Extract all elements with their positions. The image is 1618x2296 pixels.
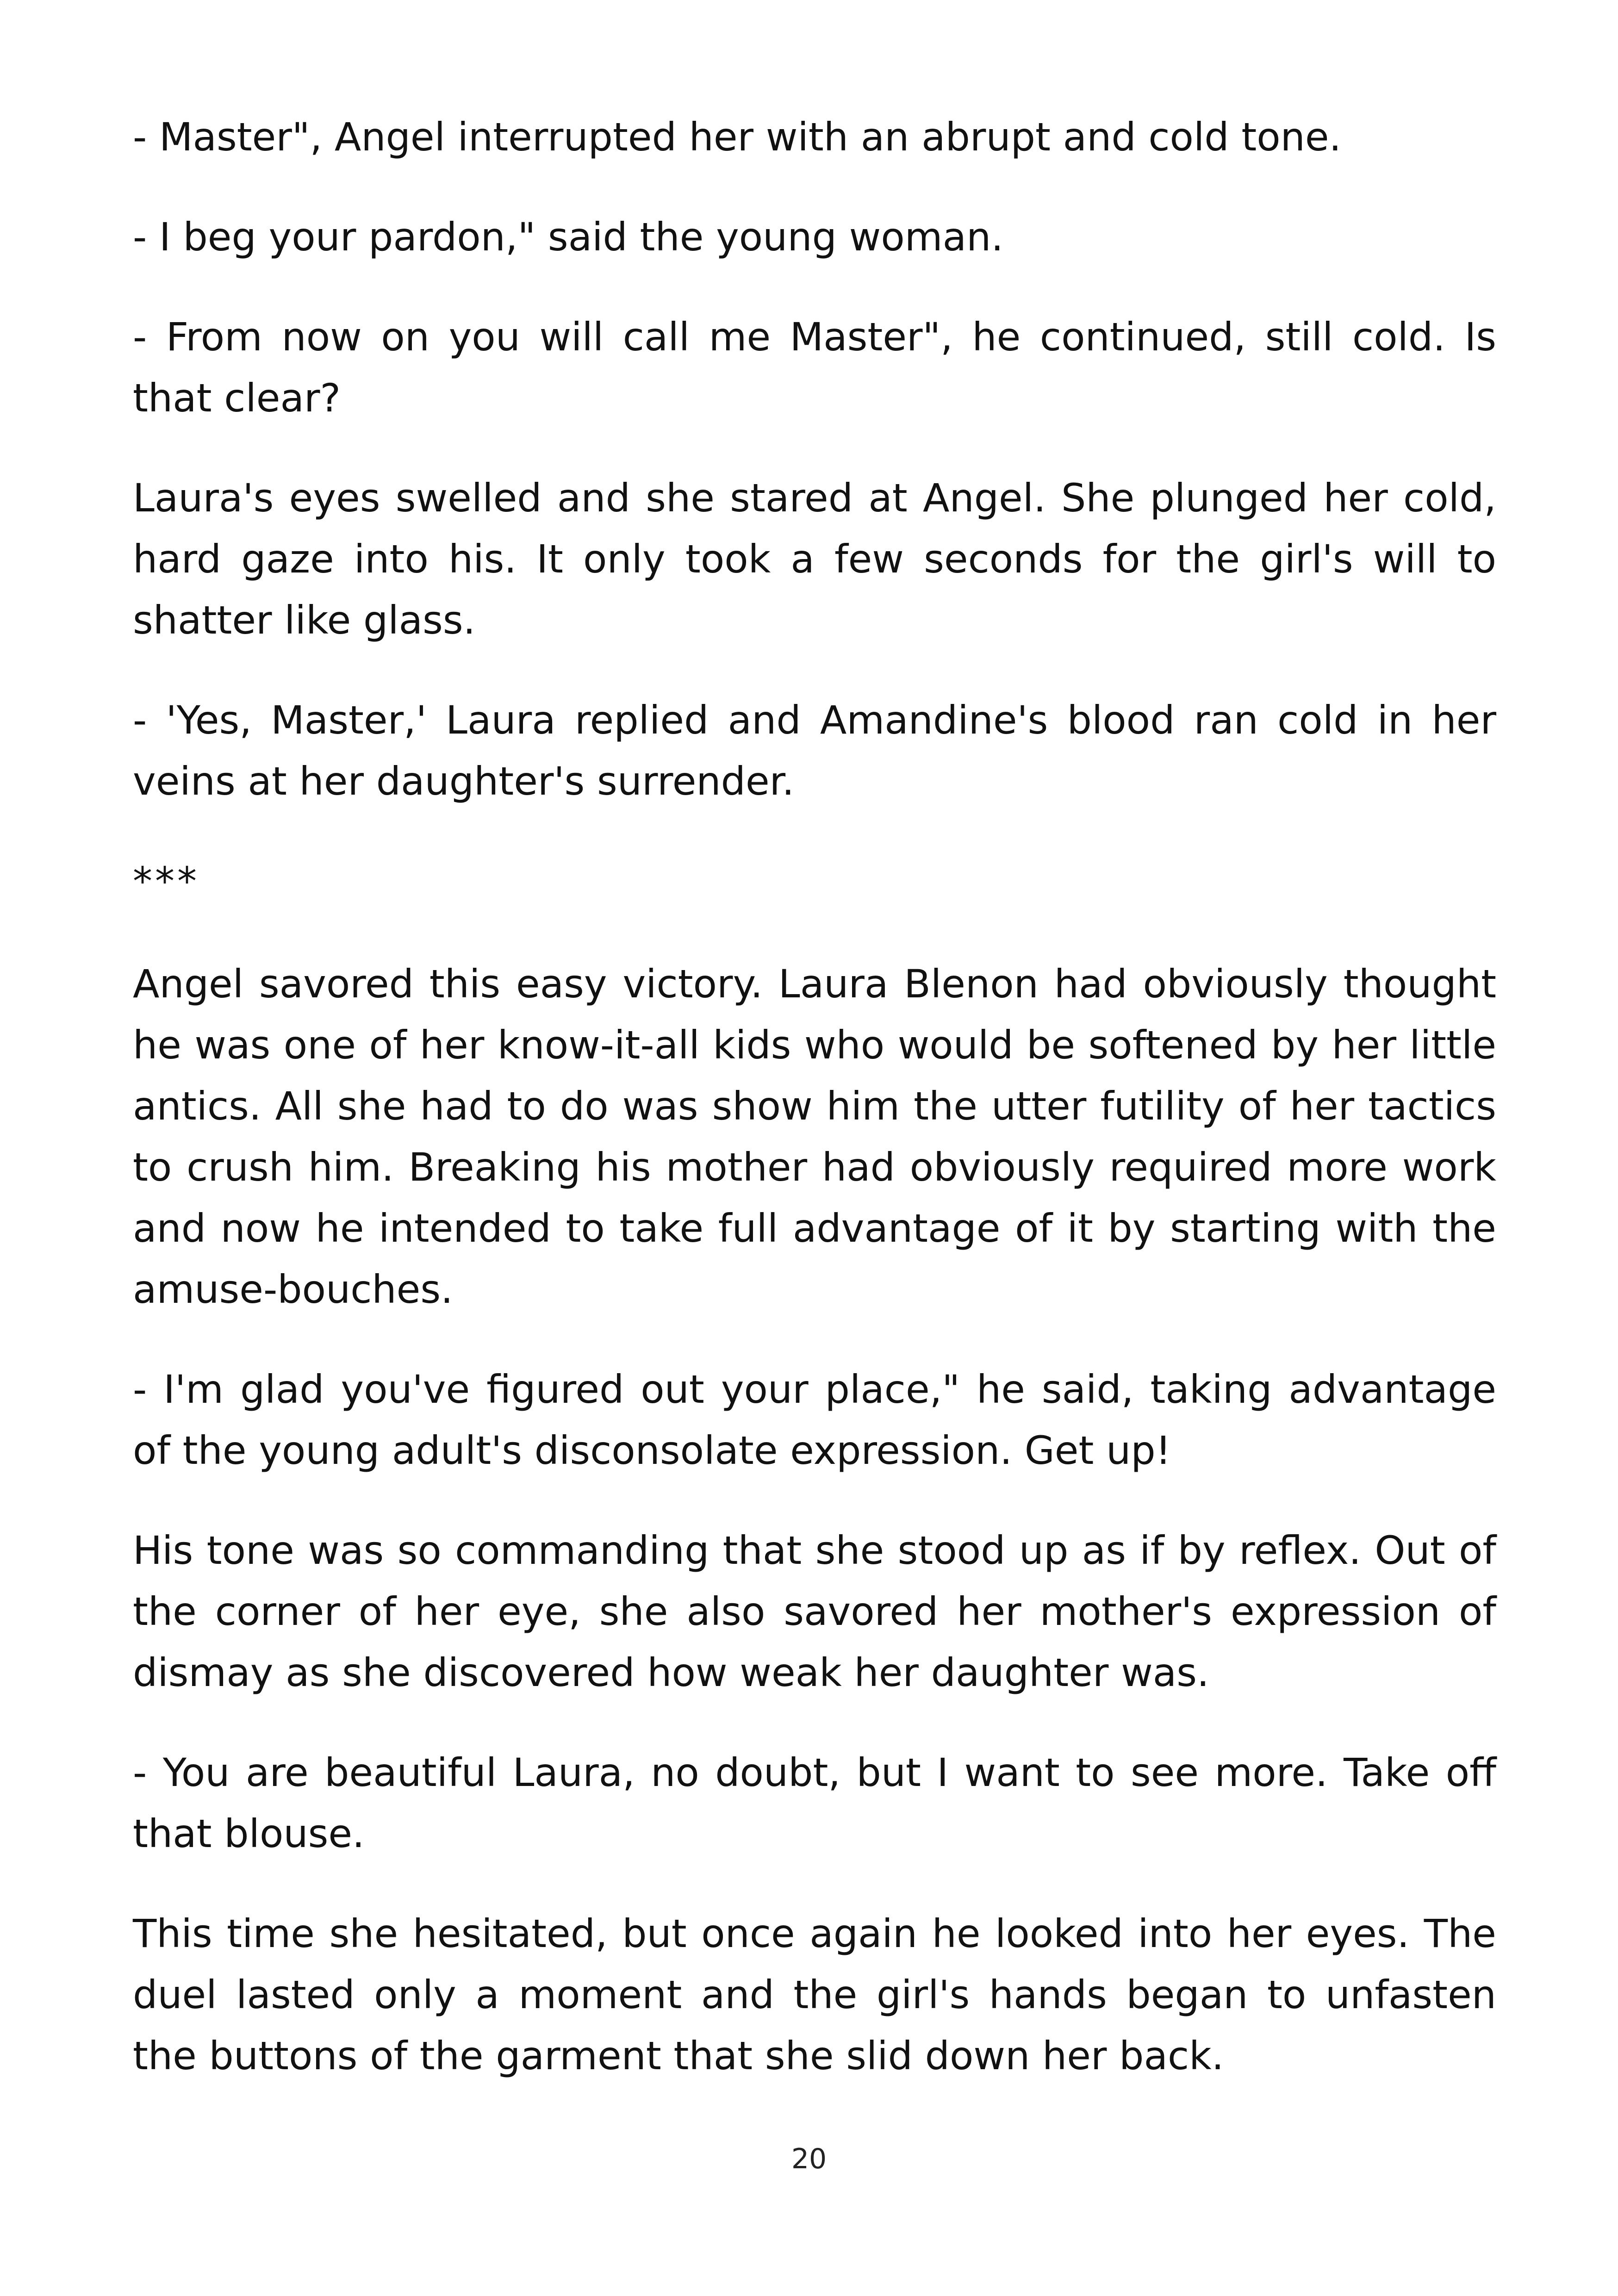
page-number: 20 xyxy=(791,2143,827,2175)
paragraph: - From now on you will call me Master", he continued, still cold. Is that clear? xyxy=(133,314,1496,421)
paragraph: - 'Yes, Master,' Laura replied and Amandine's blood ran cold in her veins at her daughter's surrender. xyxy=(133,697,1496,804)
paragraph: - I'm glad you've figured out your place," he said, taking advantage of the young adult's disconsolate expression. Get up! xyxy=(133,1367,1496,1473)
body-text xyxy=(133,106,1496,2125)
scene-break: *** xyxy=(133,859,199,904)
paragraph: This time she hesitated, but once again he looked into her eyes. The duel lasted only a moment and the girl's hands began to unfasten the buttons of the garment that she slid down her back. xyxy=(133,1911,1496,2078)
paragraph: His tone was so commanding that she stood up as if by reflex. Out of the corner of her eye, she also savored her mother's expression of dismay as she discovered how weak her daughter was. xyxy=(133,1528,1496,1695)
paragraph: - Master", Angel interrupted her with an abrupt and cold tone. xyxy=(133,114,1342,160)
paragraph: - I beg your pardon," said the young woman. xyxy=(133,214,1004,260)
paragraph: Laura's eyes swelled and she stared at Angel. She plunged her cold, hard gaze into his. It only took a few seconds for the girl's will to shatter like glass. xyxy=(133,475,1496,643)
paragraph: Angel savored this easy victory. Laura Blenon had obviously thought he was one of her know-it-all kids who would be softened by her little antics. All she had to do was show him the utter futility of her tactics to crush him. Breaking his mother had obviously required more work and now he intended to take full advantage of it by starting with the amuse-bouches. xyxy=(133,961,1496,1312)
paragraph: - You are beautiful Laura, no doubt, but I want to see more. Take off that blouse. xyxy=(133,1750,1496,1856)
